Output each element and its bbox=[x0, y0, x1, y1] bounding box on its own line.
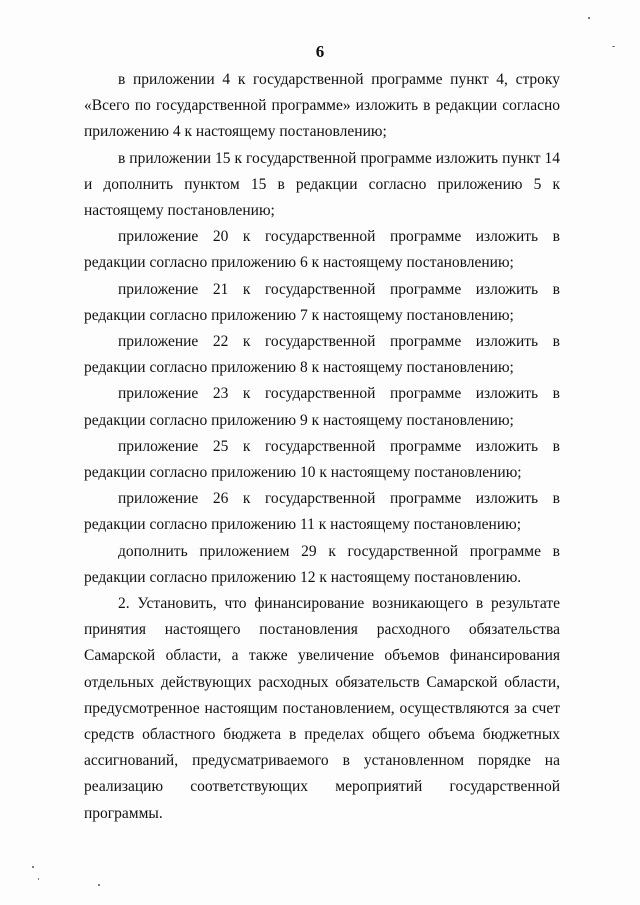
scan-speck bbox=[32, 866, 34, 868]
scan-speck bbox=[38, 878, 39, 880]
paragraph-appendix-29: дополнить приложением 29 к государственной программе в редакции согласно приложению 12 к настоящему постановлению. bbox=[84, 542, 560, 586]
paragraph-appendix-23: приложение 23 к государственной программе изложить в редакции согласно приложению 9 к настоящему постановлению; bbox=[84, 385, 560, 429]
scan-speck bbox=[612, 46, 615, 47]
paragraph-appendix-20: приложение 20 к государственной программе изложить в редакции согласно приложению 6 к настоящему постановлению; bbox=[84, 228, 560, 272]
scan-speck bbox=[588, 17, 590, 19]
paragraph-appendix-25: приложение 25 к государственной программе изложить в редакции согласно приложению 10 к настоящему постановлению; bbox=[84, 437, 560, 482]
document-body bbox=[84, 67, 560, 827]
paragraph-appendix-22: приложение 22 к государственной программе изложить в редакции согласно приложению 8 к настоящему постановлению; bbox=[84, 333, 560, 377]
page-number: 6 bbox=[315, 42, 325, 61]
paragraph-financing: 2. Установить, что финансирование возникающего в результате принятия настоящего постановления расходного обязательства Самарской области, а также увеличение объемов финансирования отдельных действующих расходных обязательств Самарской области, предусмотренное настоящим постановлением, осуществляются за счет средств областного бюджета в пределах общего объема бюджетных ассигнований, предусматриваемого в установленном порядке на реализацию соответствующих мероприятий государственной программы. bbox=[84, 595, 560, 822]
paragraph-appendix-15: в приложении 15 к государственной программе изложить пункт 14 и дополнить пунктом 15 в редакции согласно приложению 5 к настоящему постановлению; bbox=[84, 149, 560, 220]
paragraph-appendix-4: в приложении 4 к государственной программе пункт 4, строку «Всего по государственной программе» изложить в редакции согласно приложению 4 к настоящему постановлению; bbox=[84, 71, 560, 141]
paragraph-appendix-21: приложение 21 к государственной программе изложить в редакции согласно приложению 7 к настоящему постановлению; bbox=[84, 280, 560, 324]
scan-speck bbox=[98, 884, 100, 886]
paragraph-appendix-26: приложение 26 к государственной программе изложить в редакции согласно приложению 11 к настоящему постановлению; bbox=[84, 490, 560, 534]
